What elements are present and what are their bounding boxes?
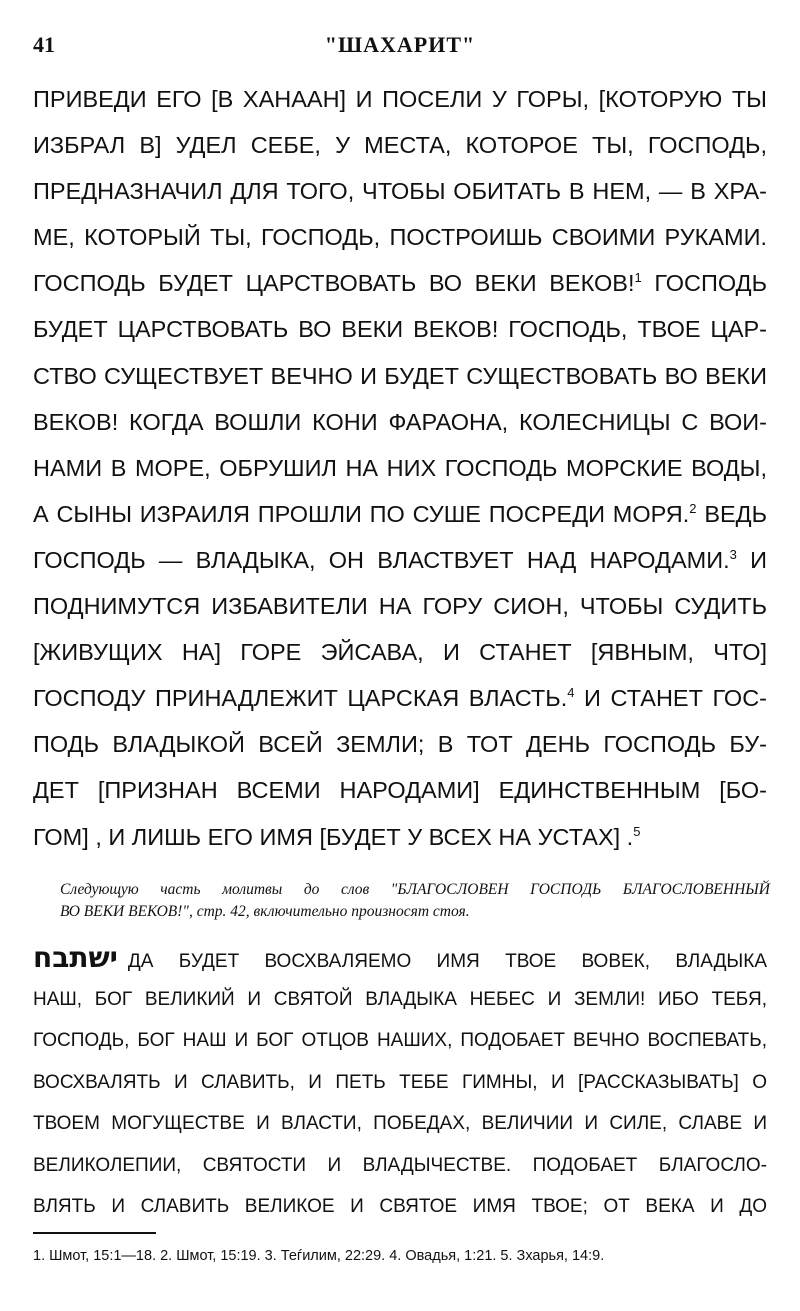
text-line: ВЕЛИКОЛЕПИИ, СВЯТОСТИ И ВЛАДЫЧЕСТВЕ. ПОДОБАЕТ БЛАГОСЛО- xyxy=(33,1154,767,1176)
text-line: ТВОЕМ МОГУЩЕСТВЕ И ВЛАСТИ, ПОБЕДАХ, ВЕЛИЧИИ И СИЛЕ, СЛАВЕ И xyxy=(33,1113,767,1134)
text-segment: ГОСПОДЬ xyxy=(654,270,768,297)
text-segment: А СЫНЫ ИЗРАИЛЯ ПРОШЛИ ПО СУШЕ ПОСРЕДИ МОРЯ. xyxy=(33,500,690,527)
text-segment: ДА БУДЕТ ВОСХВАЛЯЕМО ИМЯ ТВОЕ ВОВЕК, ВЛАДЫКА xyxy=(127,951,767,972)
footnotes: 1. Шмот, 15:1—18. 2. Шмот, 15:19. 3. Теѓилим, 22:29. 4. Овадья, 1:21. 5. Зхарья, 14:9. xyxy=(33,1248,605,1264)
text-line: СТВО СУЩЕСТВУЕТ ВЕЧНО И БУДЕТ СУЩЕСТВОВАТЬ ВО ВЕКИ xyxy=(33,362,767,389)
text-segment: ВЕДЬ xyxy=(704,500,767,527)
text-segment: ГОСПОДУ ПРИНАДЛЕЖИТ ЦАРСКАЯ ВЛАСТЬ. xyxy=(33,685,568,712)
page-number: 41 xyxy=(33,32,55,57)
text-segment: ГОСПОДЬ БУДЕТ ЦАРСТВОВАТЬ ВО ВЕКИ ВЕКОВ! xyxy=(33,270,635,297)
text-line: ПОДЬ ВЛАДЫКОЙ ВСЕЙ ЗЕМЛИ; В ТОТ ДЕНЬ ГОСПОДЬ БУ- xyxy=(33,731,767,758)
text-segment: И СТАНЕТ ГОС- xyxy=(584,685,767,712)
text-line: НАШ, БОГ ВЕЛИКИЙ И СВЯТОЙ ВЛАДЫКА НЕБЕС И ЗЕМЛИ! ИБО ТЕБЯ, xyxy=(33,988,767,1010)
yishtabach-section xyxy=(33,937,767,1228)
footnote-marker-5: 5 xyxy=(633,823,641,839)
footnote-marker-4: 4 xyxy=(567,685,575,701)
text-line: [ЖИВУЩИХ НА] ГОРЕ ЭЙСАВА, И СТАНЕТ [ЯВНЫМ, ЧТО] xyxy=(33,639,767,666)
text-line xyxy=(33,537,767,583)
page-header xyxy=(33,32,767,66)
text-line: ПРЕДНАЗНАЧИЛ ДЛЯ ТОГО, ЧТОБЫ ОБИТАТЬ В НЕМ, — В ХРА- xyxy=(33,178,767,205)
text-line: ВЛЯТЬ И СЛАВИТЬ ВЕЛИКОЕ И СВЯТОЕ ИМЯ ТВОЕ; ОТ ВЕКА И ДО xyxy=(33,1196,767,1217)
text-line xyxy=(33,260,767,306)
text-line: МЕ, КОТОРЫЙ ТЫ, ГОСПОДЬ, ПОСТРОИШЬ СВОИМИ РУКАМИ. xyxy=(33,224,767,251)
instruction-line: Следующую часть молитвы до слов "БЛАГОСЛОВЕН ГОСПОДЬ БЛАГОСЛОВЕННЫЙ xyxy=(60,881,770,898)
text-line: НАМИ В МОРЕ, ОБРУШИЛ НА НИХ ГОСПОДЬ МОРСКИЕ ВОДЫ, xyxy=(33,454,767,481)
text-line: ДЕТ [ПРИЗНАН ВСЕМИ НАРОДАМИ] ЕДИНСТВЕННЫМ [БО- xyxy=(33,777,767,804)
footnote-marker-3: 3 xyxy=(729,547,737,563)
text-line: БУДЕТ ЦАРСТВОВАТЬ ВО ВЕКИ ВЕКОВ! ГОСПОДЬ, ТВОЕ ЦАР- xyxy=(33,316,767,343)
text-segment: ГОСПОДЬ — ВЛАДЫКА, ОН ВЛАСТВУЕТ НАД НАРОДАМИ. xyxy=(33,546,730,573)
footnote-marker-2: 2 xyxy=(689,501,697,517)
text-segment: ГОМ] , И ЛИШЬ ЕГО ИМЯ [БУДЕТ У ВСЕХ НА УСТАХ] . xyxy=(33,823,634,850)
text-line: ГОСПОДЬ, БОГ НАШ И БОГ ОТЦОВ НАШИХ, ПОДОБАЕТ ВЕЧНО ВОСПЕВАТЬ, xyxy=(33,1030,767,1051)
text-line: ПРИВЕДИ ЕГО [В ХАНААН] И ПОСЕЛИ У ГОРЫ, [КОТОРУЮ ТЫ xyxy=(33,86,767,112)
footnote-divider xyxy=(33,1232,156,1234)
prayer-text-section xyxy=(33,76,767,860)
footnote-marker-1: 1 xyxy=(634,270,642,286)
instruction-line: ВО ВЕКИ ВЕКОВ!", стр. 42, включительно произносят стоя. xyxy=(60,903,470,920)
text-line: ИЗБРАЛ В] УДЕЛ СЕБЕ, У МЕСТА, КОТОРОЕ ТЫ, ГОСПОДЬ, xyxy=(33,132,767,159)
text-line xyxy=(33,814,767,860)
text-line: ВОСХВАЛЯТЬ И СЛАВИТЬ, И ПЕТЬ ТЕБЕ ГИМНЫ, И [РАССКАЗЫВАТЬ] О xyxy=(33,1071,767,1093)
instruction-note xyxy=(60,879,770,923)
text-line xyxy=(33,937,767,979)
text-segment: И xyxy=(750,546,767,573)
running-title: "ШАХАРИТ" xyxy=(324,32,476,57)
hebrew-heading: ישתבח xyxy=(33,941,118,974)
text-line: ПОДНИМУТСЯ ИЗБАВИТЕЛИ НА ГОРУ СИОН, ЧТОБЫ СУДИТЬ xyxy=(33,593,767,620)
text-line xyxy=(33,491,767,537)
text-line: ВЕКОВ! КОГДА ВОШЛИ КОНИ ФАРАОНА, КОЛЕСНИЦЫ С ВОИ- xyxy=(33,408,767,435)
text-line xyxy=(33,675,767,721)
